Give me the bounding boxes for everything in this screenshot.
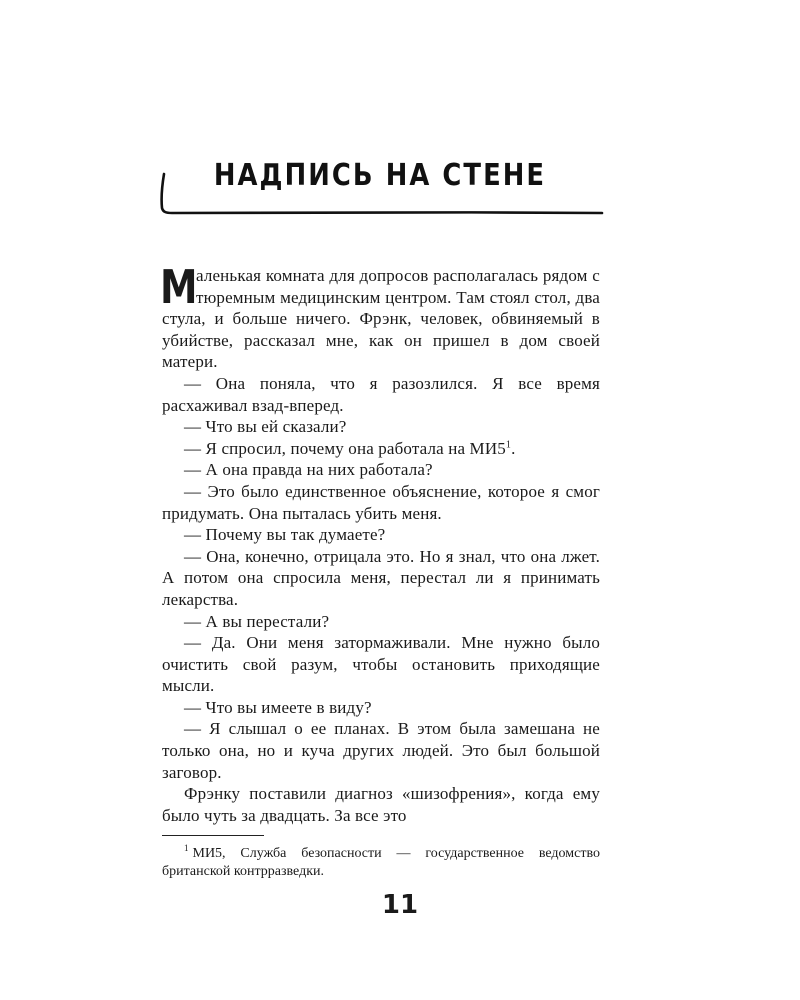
paragraph-text: — Я спросил, почему она работала на МИ5 [184,438,506,458]
footnote-number: 1 [184,843,189,854]
paragraph [162,438,600,460]
paragraph: Фрэнку поставили диагноз «шизофрения», когда ему было чуть за двадцать. За все это [162,784,600,825]
paragraph: — Она, конечно, отрицала это. Но я знал, что она лжет. А потом она спросила меня, перестал ли я принимать лекарства. [162,546,600,609]
paragraph: — Что вы ей сказали? [184,417,347,437]
footnote-reference: 1 [505,439,512,451]
drop-cap: М [160,260,198,314]
paragraph: — Что вы имеете в виду? [184,697,372,717]
page-number: 11 [381,890,419,920]
lead-text: аленькая комната для допросов располагалась рядом с тюремным медицинским центром. Там стоял стол, два стула, и больше ничего. Фрэнк, человек, обвиняемый в убийстве, рассказал мне, как он пришел в дом своей матери. [162,266,600,372]
footnote [162,845,600,881]
paragraph-lead [160,260,600,373]
paragraph: — Я слышал о ее планах. В этом была замешана не только она, но и куча других людей. Это был большой заговор. [162,719,600,782]
footnote-divider [162,835,264,836]
paragraph: — А она правда на них работала? [184,460,433,480]
paragraph-text-end: . [511,438,516,458]
paragraph: — Это было единственное объяснение, которое я смог придумать. Она пыталась убить меня. [162,481,600,523]
paragraph: — А вы перестали? [184,611,330,631]
title-underline-decoration [158,168,604,218]
paragraph: — Она поняла, что я разозлился. Я все время расхаживал взад-вперед. [162,373,600,415]
body-text [160,260,600,826]
footnote-text: МИ5, Служба безопасности — государственное ведомство британской контрразведки. [162,846,600,879]
paragraph: — Да. Они меня затормаживали. Мне нужно было очистить свой разум, чтобы остановить приходящие мысли. [162,633,600,696]
chapter-title: НАДПИСЬ НА СТЕНЕ [213,158,547,193]
paragraph: — Почему вы так думаете? [184,525,386,545]
